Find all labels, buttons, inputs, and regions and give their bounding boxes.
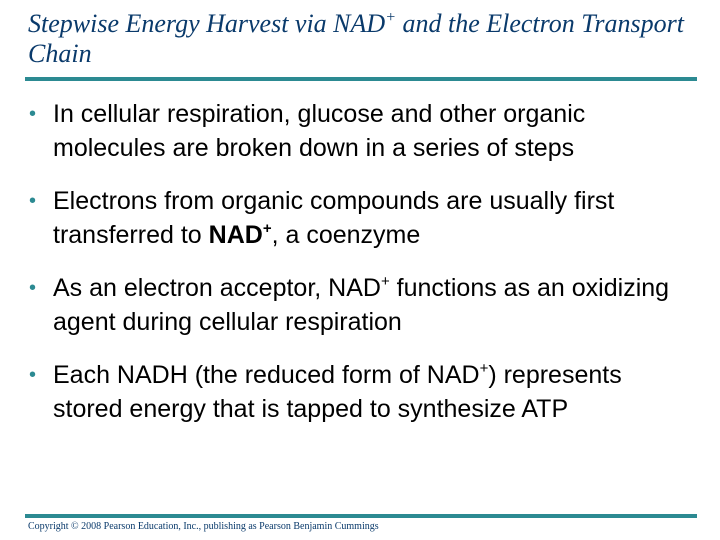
bullet-superscript: + <box>262 220 272 237</box>
bullet-item <box>28 271 698 339</box>
title-text-part1: Stepwise Energy Harvest via NAD <box>28 9 386 38</box>
bullet-item <box>28 184 698 252</box>
bullet-list <box>28 97 698 445</box>
bullet-superscript: + <box>479 360 489 377</box>
bullet-item <box>28 97 698 165</box>
bullet-text: functions as an oxidizing agent during cellular respiration <box>53 274 670 336</box>
footer-divider <box>25 514 697 518</box>
bullet-marker: • <box>29 190 37 212</box>
bullet-bold-term: NAD <box>208 221 263 249</box>
bullet-text: , a coenzyme <box>271 221 421 249</box>
slide-title <box>28 9 708 69</box>
title-superscript: + <box>385 9 396 26</box>
copyright-footer: Copyright © 2008 Pearson Education, Inc., publishing as Pearson Benjamin Cummings <box>28 521 379 532</box>
title-text-part2: and the Electron Transport Chain <box>28 9 684 68</box>
bullet-marker: • <box>29 277 37 299</box>
bullet-text: Each NADH (the reduced form of NAD <box>53 361 480 389</box>
bullet-text: ) represents stored energy that is tapped to synthesize ATP <box>53 361 622 423</box>
bullet-marker: • <box>29 103 37 125</box>
bullet-text: In cellular respiration, glucose and other organic molecules are broken down in a series of steps <box>53 100 586 162</box>
bullet-text: Electrons from organic compounds are usually first transferred to <box>53 187 615 249</box>
bullet-item <box>28 358 698 426</box>
bullet-text: As an electron acceptor, NAD <box>53 274 381 302</box>
bullet-marker: • <box>29 364 37 386</box>
title-divider <box>25 77 697 81</box>
bullet-superscript: + <box>380 273 390 290</box>
